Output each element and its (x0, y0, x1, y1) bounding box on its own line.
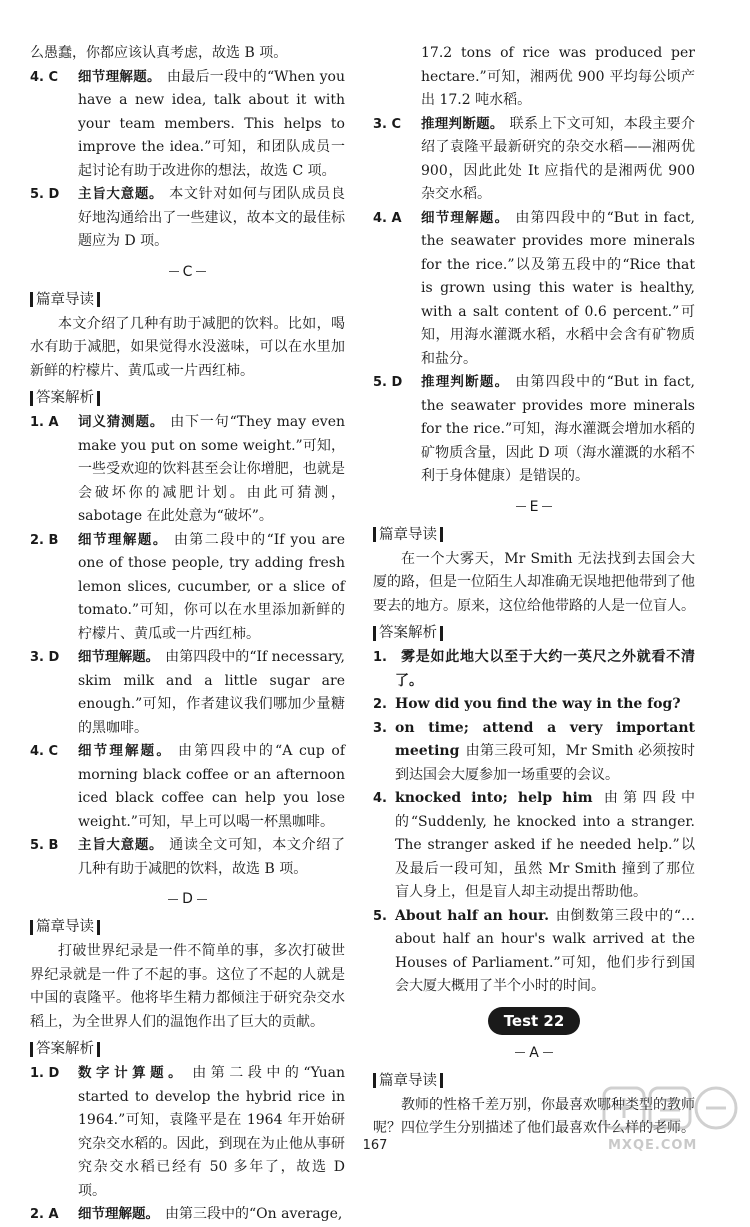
question-type: 推理判断题。 (421, 115, 504, 132)
question-type: 词义猜测题。 (78, 414, 165, 430)
answer-item (373, 717, 695, 788)
question-type: 细节理解题。 (78, 743, 173, 759)
answer-item (30, 411, 345, 529)
answer-item (30, 1203, 345, 1227)
item-number: 4. C (30, 69, 59, 85)
item-explanation: 由下一句“They may even make you put on some weight.”可知，一些受欢迎的饮料甚至会让你增肥，也就是会破坏你的减肥计划。由此可猜测，sabotage 在此处意为“破坏”。 (78, 414, 346, 524)
item-number: 1. A (30, 415, 59, 430)
item-explanation: 通读全文可知，本文介绍了几种有助于减肥的饮料，故选 B 项。 (78, 837, 346, 877)
answer-item (30, 183, 345, 254)
item-explanation: 由第四段中的“A cup of morning black coffee or an afternoon iced black coffee can help you lose weight.”可知，早上可以喝一杯黑咖啡。 (78, 743, 345, 830)
question-type: 细节理解题。 (78, 68, 161, 85)
answer-item (30, 529, 345, 647)
item-explanation: 由倒数第三段中的“…about half an hour's walk arrived at the Houses of Parliament.”可知，他们步行到国会大厦大概用了半个小时的时间。 (395, 907, 695, 994)
item-explanation: 本文针对如何与团队成员良好地沟通给出了一些建议，故本文的最佳标题应为 D 项。 (78, 186, 346, 249)
guide-text: 在一个大雾天，Mr Smith 无法找到去国会大厦的路，但是一位陌生人却准确无误地把他带到了他要去的地方。原来，这位给他带路的人是一位盲人。 (373, 550, 695, 614)
item-number: 5. D (30, 187, 60, 202)
left-column (30, 42, 345, 1227)
item-number: 3. D (30, 650, 60, 665)
item-number: 3. C (373, 116, 402, 132)
guide-text: 打破世界纪录是一件不简单的事，多次打破世界纪录就是一件了不起的事。这位了不起的人就是中国的袁隆平。他将毕生精力都倾注于研究杂交水稻上，为全世界人们的温饱作出了巨大的贡献。 (30, 943, 345, 1030)
item-explanation: 由第二段中的“Yuan started to develop the hybrid rice in 1964.”可知，袁隆平是在 1964 年开始研究杂交水稻的。因此，到现在为止他从事研究杂交水稻已经有 50 多年了，故选 D 项。 (78, 1065, 345, 1199)
section-divider-a: A (373, 1041, 695, 1065)
continuation-text: 17.2 tons of rice was produced per hectare.”可知，湘两优 900 平均每公顷产出 17.2 吨水稻。 (421, 45, 695, 108)
item-number: 4. (373, 791, 387, 806)
test-badge: Test 22 (488, 1007, 581, 1035)
guide-heading: 篇章导读 (30, 288, 345, 312)
answer-text: knocked into; help him (395, 790, 593, 806)
answer-text: About half an hour. (395, 907, 550, 924)
item-explanation: 由最后一段中的“When you have a new idea, talk about it with your team members. This helps to improve the idea.”可知，和团队成员一起讨论有助于改进你的想法，故选 C 项。 (78, 68, 346, 179)
answer-item (30, 834, 345, 881)
answer-item (30, 646, 345, 740)
question-type: 主旨大意题。 (78, 837, 164, 853)
item-explanation: 由第四段中的“But in fact, the seawater provides more minerals for the rice.”可知，海水灌溉会增加水稻的矿物质含量，因此 D 项（海水灌溉的水稻不利于身体健康）是错误的。 (421, 374, 695, 484)
item-number: 1. (373, 650, 387, 665)
item-number: 5. D (373, 375, 403, 390)
section-divider-d: D (30, 887, 345, 911)
page-number: 167 (362, 1138, 388, 1153)
answer-item (373, 113, 695, 207)
watermark-logo (596, 1080, 746, 1160)
section-divider-e: E (373, 495, 695, 519)
item-number: 2. A (30, 1207, 59, 1222)
item-number: 5. (373, 908, 387, 924)
item-number: 4. C (30, 744, 59, 759)
item-number: 2. (373, 697, 387, 712)
item-number: 4. A (373, 210, 402, 226)
item-number: 1. D (30, 1066, 60, 1081)
answer-item (30, 740, 345, 834)
guide-text: 教师的性格千差万别，你最喜欢哪种类型的教师呢？四位学生分别描述了他们最喜欢什么样的老师。 (373, 1096, 695, 1136)
answer-item (373, 787, 695, 905)
answer-item (30, 66, 345, 184)
item-number: 2. B (30, 532, 59, 548)
guide-heading: 篇章导读 (373, 1069, 695, 1093)
watermark-icon (596, 1080, 746, 1140)
right-column (373, 42, 695, 1141)
item-explanation: 由第四段中的“But in fact, the seawater provides more minerals for the rice.”以及第五段中的“Rice that is grown using this water is healthy, with a salt content of 0.6 percent.”可知，用海水灌溉水稻，水稻中会含有矿物质和盐分。 (421, 209, 695, 367)
section-divider-c: C (30, 260, 345, 284)
item-number: 3. (373, 720, 387, 736)
analysis-heading: 答案解析 (30, 386, 345, 410)
answer-item (373, 207, 695, 372)
answer-item (30, 1062, 345, 1203)
item-explanation: 联系上下文可知，本段主要介绍了袁隆平最新研究的杂交水稻——湘两优 900，因此此处 It 应指代的是湘两优 900 杂交水稻。 (421, 115, 696, 202)
answer-item (373, 371, 695, 489)
answer-text: on time; attend a very important meeting (395, 719, 695, 759)
question-type: 细节理解题。 (421, 209, 510, 226)
item-explanation: 雾是如此地大以至于大约一英尺之外就看不清了。 (395, 649, 695, 689)
guide-text: 本文介绍了几种有助于减肥的饮料。比如，喝水有助于减肥，如果觉得水没滋味，可以在水里加新鲜的柠檬片、黄瓜或一片西红柿。 (30, 315, 345, 379)
analysis-heading: 答案解析 (30, 1037, 345, 1061)
question-type: 主旨大意题。 (78, 186, 164, 202)
question-type: 细节理解题。 (78, 1206, 159, 1222)
question-type: 数字计算题。 (78, 1065, 187, 1081)
question-type: 细节理解题。 (78, 649, 160, 665)
question-type: 细节理解题。 (78, 531, 168, 548)
answer-item (373, 905, 695, 999)
item-number: 5. B (30, 838, 59, 853)
answer-item (373, 693, 695, 717)
answer-item (373, 646, 695, 693)
item-explanation: 由第三段中的“On average, (165, 1206, 343, 1222)
item-explanation: 由第四段中的“If necessary, skim milk and a little sugar are enough.”可知，作者建议我们哪加少量糖的黑咖啡。 (78, 649, 346, 736)
guide-heading: 篇章导读 (373, 523, 695, 547)
analysis-heading: 答案解析 (373, 621, 695, 645)
item-explanation: 由第三段可知，Mr Smith 必须按时到达国会大厦参加一场重要的会议。 (395, 743, 695, 783)
item-explanation: 由第二段中的“If you are one of those people, try adding fresh lemon slices, cucumber, or a slice of tomato.”可知，你可以在水里添加新鲜的柠檬片、黄瓜或一片西红柿。 (78, 531, 346, 642)
question-type: 推理判断题。 (421, 374, 510, 390)
guide-heading: 篇章导读 (30, 915, 345, 939)
answer-text: How did you find the way in the fog? (395, 696, 681, 712)
item-explanation: 由第四段中的“Suddenly, he knocked into a stranger. The stranger asked if he needed help.”以及最后一段可知，虽然 Mr Smith 撞到了那位盲人身上，但是盲人却主动提出帮助他。 (395, 790, 696, 900)
continuation-line: 么愚蠢，你都应该认真考虑，故选 B 项。 (30, 45, 288, 61)
watermark-text: MXQE.COM (608, 1138, 698, 1153)
